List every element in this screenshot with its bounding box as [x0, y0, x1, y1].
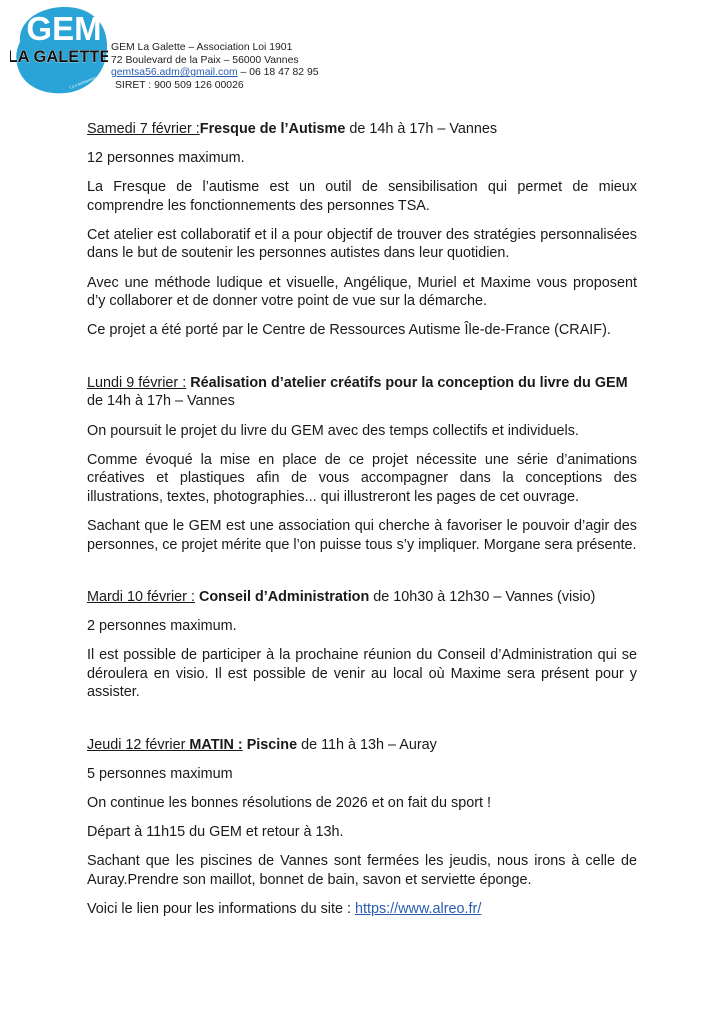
event-section — [87, 588, 637, 702]
email-link[interactable]: gemtsa56.adm@gmail.com — [111, 67, 238, 79]
event-details: de 11h à 13h – Auray — [297, 737, 437, 754]
event-date: Mardi 10 février : — [87, 589, 195, 606]
event-date: Jeudi 12 février — [87, 737, 190, 754]
event-section — [87, 736, 637, 919]
event-paragraph: 2 personnes maximum. — [87, 618, 237, 635]
event-title: Réalisation d’atelier créatifs pour la conception du livre du GEM — [190, 374, 628, 391]
phone-number: – 06 18 47 82 95 — [237, 67, 319, 79]
event-paragraph: 12 personnes maximum. — [87, 150, 245, 167]
event-paragraph: On poursuit le projet du livre du GEM avec des temps collectifs et individuels. — [87, 422, 579, 439]
organization-info — [111, 42, 319, 92]
event-title: Piscine — [246, 737, 298, 754]
event-details: de 14h à 17h – Vannes — [345, 121, 498, 137]
org-siret: SIRET : 900 509 126 00026 — [115, 79, 244, 91]
org-address: 72 Boulevard de la Paix – 56000 Vannes — [111, 54, 299, 66]
event-date: Lundi 9 février : — [87, 374, 187, 391]
event-paragraph: Ce projet a été porté par le Centre de Ressources Autisme Île-de-France (CRAIF). — [87, 322, 611, 339]
event-date: Samedi 7 février : — [87, 121, 200, 137]
event-section — [87, 374, 637, 554]
event-paragraph: Sachant que le GEM est une association qui cherche à favoriser le pouvoir d’agir des personnes, ce projet mérite que l’on puisse tous s’y impliquer. Morgane sera présente. — [87, 517, 637, 553]
event-paragraph: Comme évoqué la mise en place de ce projet nécessite une série d’animations créatives et plastiques afin de vous accompagner dans la conceptions des illustrations, textes, photographies... qui illustreront les pages de cet ouvrage. — [87, 451, 637, 505]
link-label: Voici le lien pour les informations du site : — [87, 901, 355, 918]
event-title-line — [87, 374, 637, 411]
logo-gem-text: GEM — [26, 10, 102, 47]
event-paragraph: Il est possible de participer à la prochaine réunion du Conseil d’Administration qui se déroulera en visio. Il est possible de venir au local où Maxime sera présent pour y assister. — [87, 647, 637, 701]
event-time-of-day: MATIN : — [189, 737, 243, 754]
event-paragraph: Départ à 11h15 du GEM et retour à 13h. — [87, 824, 344, 841]
gem-la-galette-logo — [10, 4, 108, 96]
org-name: GEM La Galette – Association Loi 1901 — [111, 42, 293, 53]
event-title-line — [87, 588, 637, 607]
org-contact — [111, 67, 319, 80]
logo-la-galette-text: LA GALETTE — [10, 48, 108, 66]
event-paragraph: Avec une méthode ludique et visuelle, Angélique, Muriel et Maxime vous proposent d’y collaborer et de donner votre point de vue sur la démarche. — [87, 274, 637, 310]
event-paragraph: Cet atelier est collaboratif et il a pour objectif de trouver des stratégies personnalisées dans le but de soutenir les personnes autistes dans leur quotidien. — [87, 226, 637, 262]
event-paragraph: La Fresque de l’autisme est un outil de sensibilisation qui permet de mieux comprendre les fonctionnements des personnes TSA. — [87, 179, 637, 214]
event-details: de 10h30 à 12h30 – Vannes (visio) — [369, 589, 596, 606]
events-content — [87, 120, 637, 953]
event-title: Conseil d’Administration — [198, 589, 370, 606]
event-paragraph: On continue les bonnes résolutions de 2026 et on fait du sport ! — [87, 795, 492, 812]
event-link-paragraph — [87, 900, 637, 919]
website-link[interactable]: https://www.alreo.fr/ — [354, 901, 482, 918]
logo-tagline: T.S.A MORBIHAN — [68, 75, 97, 91]
event-title-line — [87, 736, 637, 755]
event-title-line — [87, 120, 637, 139]
event-section — [87, 120, 637, 340]
event-title: Fresque de l’Autisme — [199, 121, 346, 137]
event-paragraph: 5 personnes maximum — [87, 766, 233, 783]
logo-graphic — [10, 4, 108, 96]
event-paragraph: Sachant que les piscines de Vannes sont fermées les jeudis, nous irons à celle de Auray.Prendre son maillot, bonnet de bain, savon et serviette éponge. — [87, 853, 637, 889]
event-details: de 14h à 17h – Vannes — [87, 393, 235, 410]
